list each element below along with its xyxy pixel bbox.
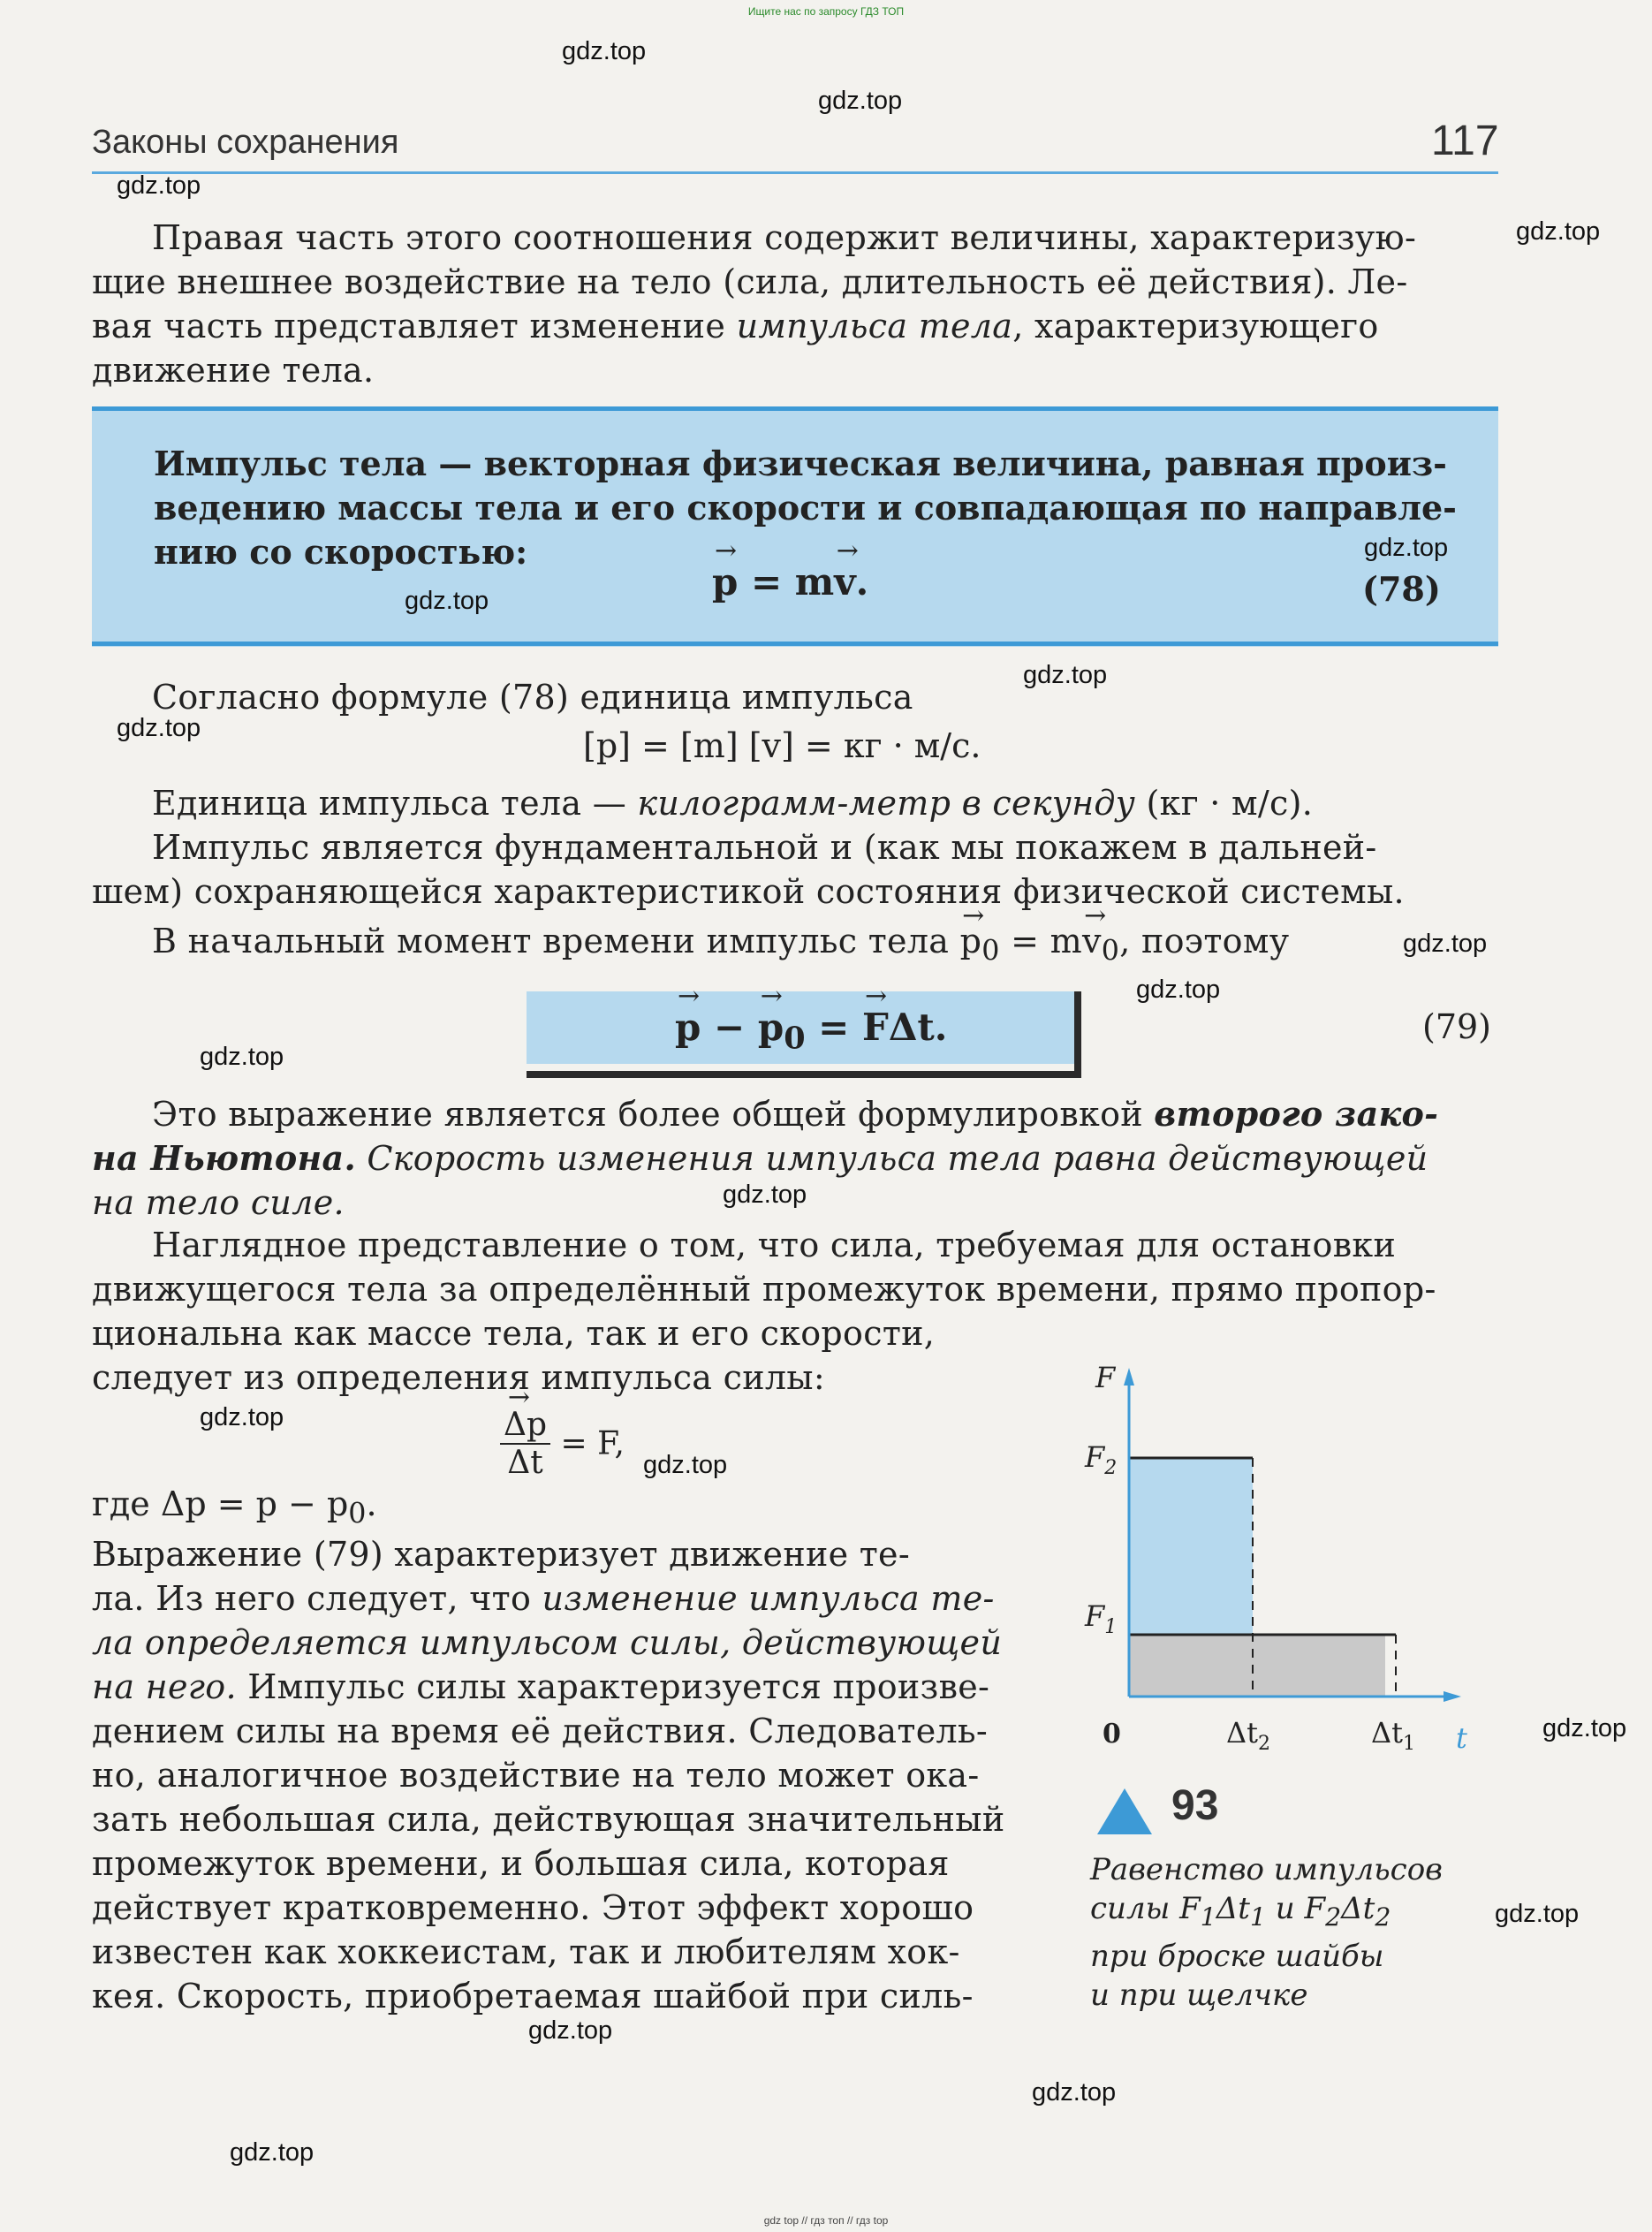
- formula-79: → p − → $p_0$ = → FΔt.: [675, 1006, 947, 1056]
- bottom-note: gdz top // гдз топ // гдз top: [763, 2214, 889, 2227]
- figure-caption: Равенство импульсов силы $F_1\Delta t_1$ и $F_2\Delta t_2$ при броске шайбы и при щелчке: [1090, 1852, 1443, 2013]
- paragraph-units: Единица импульса тела — килограмм-метр в секунду (кг · м/с). Импульс является фундаментальной и (как мы покажем в дальней- шем) сохраняющейся характеристикой состояния физической системы. В начальный момент времени импульс тела → $p_0 = m\to v_0$, поэтому: [92, 781, 1498, 974]
- paragraph-intro: [92, 216, 1498, 392]
- emphasis: импульса тела: [736, 307, 1013, 345]
- figure-triangle-icon: [1094, 1785, 1156, 1838]
- figure-number: 93: [1171, 1782, 1219, 1829]
- watermark: gdz.top: [1403, 930, 1488, 958]
- watermark: gdz.top: [562, 37, 647, 65]
- definition-line: ведению массы тела и его скорости и совпадающая по направле-: [154, 488, 1457, 528]
- watermark: gdz.top: [1032, 2078, 1117, 2107]
- vector-v: → v: [834, 560, 855, 604]
- impulse-formula: → $\frac{\Delta p}{\Delta t}$ = F,: [500, 1407, 625, 1481]
- watermark: gdz.top: [1495, 1900, 1580, 1928]
- watermark: gdz.top: [1364, 534, 1449, 562]
- vector-p: → p: [712, 560, 738, 604]
- vector-v0: → v: [1082, 919, 1102, 963]
- page-number: 117: [1431, 118, 1499, 164]
- definition-line: нию со скоростью:: [154, 532, 528, 572]
- watermark: gdz.top: [1542, 1714, 1627, 1742]
- watermark: gdz.top: [230, 2138, 314, 2167]
- watermark: gdz.top: [1136, 976, 1221, 1004]
- watermark: gdz.top: [200, 1043, 284, 1071]
- text-line: движение тела.: [92, 351, 375, 390]
- watermark: gdz.top: [405, 587, 489, 615]
- formula-78: → p = m→ v.: [712, 560, 868, 604]
- figure-93-graph: [1060, 1361, 1484, 1776]
- tick-label-f2: $F_2$: [1085, 1440, 1118, 1479]
- watermark: gdz.top: [643, 1451, 728, 1479]
- text-line: щие внешнее воздействие на тело (сила, длительность её действия). Ле-: [92, 262, 1408, 301]
- watermark: gdz.top: [723, 1181, 807, 1209]
- equation-number-79: (79): [1422, 1007, 1492, 1046]
- vector-p0: → p: [960, 919, 982, 963]
- watermark: gdz.top: [1516, 217, 1601, 246]
- definition-text: [154, 442, 1470, 574]
- definition-bottom-rule: [92, 642, 1498, 646]
- formula-79-shadow: [1074, 991, 1081, 1076]
- text-line: Правая часть этого соотношения содержит величины, характеризую-: [152, 218, 1417, 257]
- x-axis-arrow: [1444, 1691, 1461, 1702]
- page-header-title: Законы сохранения: [92, 124, 399, 161]
- tick-label-f1: $F_1$: [1085, 1599, 1118, 1638]
- watermark: gdz.top: [528, 2016, 613, 2045]
- watermark: gdz.top: [117, 714, 201, 742]
- text-line: , характеризующего: [1012, 307, 1379, 345]
- tick-label-dt1: $\Delta t_1$: [1371, 1716, 1415, 1755]
- impulse-rect-f1: [1129, 1635, 1385, 1697]
- watermark: gdz.top: [200, 1403, 284, 1431]
- unit-intro: Согласно формуле (78) единица импульса: [152, 678, 913, 717]
- paragraph-visual: Наглядное представление о том, что сила, требуемая для остановки движущегося тела за определённый промежуток времени, прямо пропор- циональна как массе тела, так и его скорости, следует из определения импульса силы:: [92, 1226, 1436, 1397]
- paragraph-newton: Это выражение является более общей формулировкой второго зако- на Ньютона. Скорость изменения импульса тела равна действующей на тело силе.: [92, 1094, 1439, 1222]
- watermark: gdz.top: [1023, 661, 1108, 689]
- watermark: gdz.top: [818, 87, 903, 115]
- paragraph-expression: Выражение (79) характеризует движение те- ла. Из него следует, что изменение импульса те- ла определяется импульсом силы, действующей на него. Импульс силы характеризуется произве- дением силы на время её действия. Следователь- но, аналогичное воздействие на тело может ока- зать небольшая сила, действующая значительный промежуток времени, и большая сила, которая действует кратковременно. Этот эффект хорошо известен как хоккеистам, так и любителям хок- кея. Скорость, приобретаемая шайбой при силь-: [92, 1535, 1005, 2016]
- origin-label: 0: [1103, 1719, 1121, 1750]
- formula-79-shadow: [527, 1071, 1081, 1078]
- watermark: gdz.top: [117, 171, 201, 200]
- text-line: вая часть представляет изменение: [92, 307, 737, 345]
- top-note: Ищите нас по запросу ГДЗ ТОП: [747, 5, 905, 18]
- tick-label-dt2: $\Delta t_2$: [1226, 1716, 1270, 1755]
- y-axis-label: F: [1095, 1361, 1116, 1394]
- where-line: где $\Delta p = p - p_0$.: [92, 1484, 377, 1530]
- equation-number-78: (78): [1362, 569, 1441, 609]
- definition-line: Импульс тела — векторная физическая величина, равная произ-: [154, 444, 1447, 483]
- header-divider: [92, 171, 1498, 174]
- unit-equation: [p] = [m] [v] = кг · м/с.: [583, 726, 981, 765]
- x-axis-label: t: [1456, 1721, 1467, 1755]
- emphasis: килограмм-метр в секунду: [637, 784, 1136, 823]
- y-axis-arrow: [1124, 1368, 1134, 1386]
- definition-top-rule: [92, 406, 1498, 411]
